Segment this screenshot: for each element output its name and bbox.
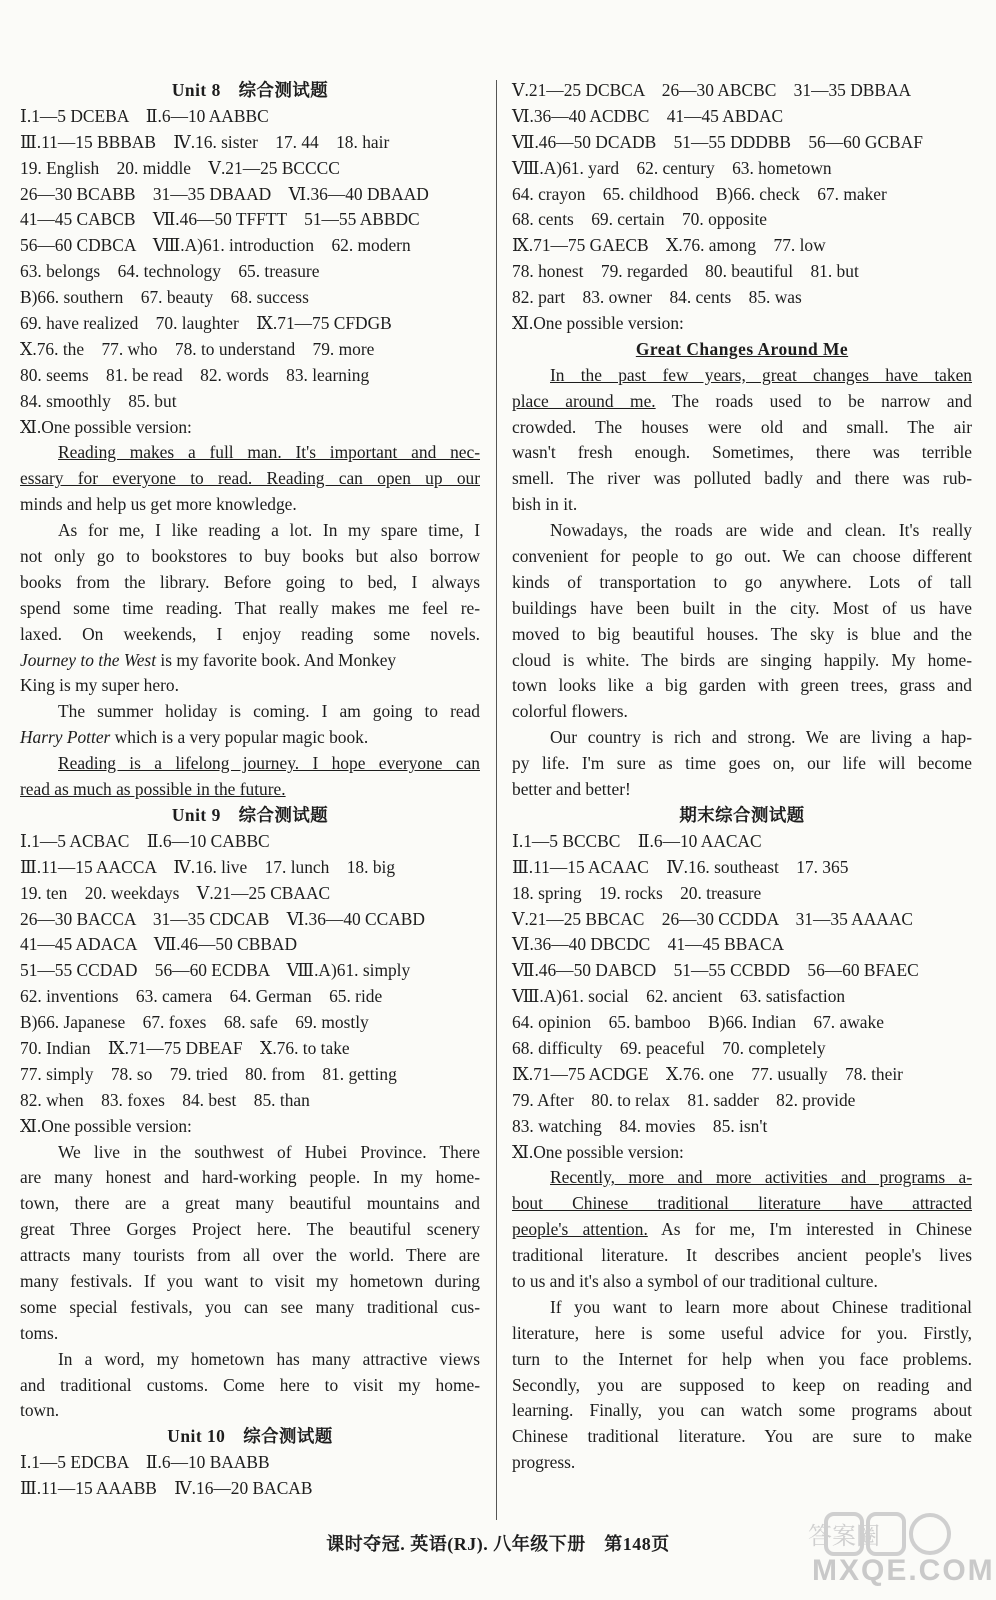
answer-line: 51—55 CCDAD 56—60 ECDBA Ⅷ.A)61. simply	[20, 960, 411, 981]
essay-line: laxed. On weekends, I enjoy reading some novels.	[20, 623, 480, 644]
answer-line: 41—45 CABCB Ⅶ.46—50 TFFTT 51—55 ABBDC	[20, 209, 420, 230]
answer-line: B)66. Japanese 67. foxes 68. safe 69. mostly	[20, 1012, 369, 1033]
answer-line: Ⅶ.46—50 DCADB 51—55 DDDBB 56—60 GCBAF	[512, 131, 923, 152]
essay-line: traditional literature. It describes ancient people's lives	[512, 1245, 972, 1266]
answer-line: Ⅺ.One possible version:	[20, 1115, 192, 1136]
answer-line: 62. inventions 63. camera 64. German 65. ride	[20, 986, 383, 1007]
answer-line: Ⅴ.21—25 DCBCA 26—30 ABCBC 31—35 DBBAA	[512, 80, 912, 100]
answer-line: 68. cents 69. certain 70. opposite	[512, 209, 768, 230]
unit8-title: Unit 8 综合测试题	[171, 80, 329, 100]
essay-line: Recently, more and more activities and programs a-	[550, 1167, 972, 1188]
underlined-text: essary for everyone to read. Reading can open up our	[20, 468, 480, 489]
essay-line: great Three Gorges Project here. The beautiful scenery	[20, 1219, 480, 1240]
answer-line: 82. part 83. owner 84. cents 85. was	[512, 287, 802, 308]
essay-line: buildings have been built in the city. Most of us have	[512, 597, 972, 618]
answer-line: B)66. southern 67. beauty 68. success	[20, 287, 309, 308]
answer-line: Ⅰ.1—5 BCCBC Ⅱ.6—10 AACAC	[512, 830, 762, 851]
essay-line: bish in it.	[512, 494, 578, 515]
answer-line: 18. spring 19. rocks 20. treasure	[512, 882, 762, 903]
essay-line: crowded. The houses were old and small. The air	[512, 416, 972, 437]
watermark	[808, 1508, 995, 1588]
answer-line: Ⅴ.21—25 BBCAC 26—30 CCDDA 31—35 AAAAC	[512, 908, 913, 929]
answer-line: Ⅸ.71—75 ACDGE Ⅹ.76. one 77. usually 78. their	[512, 1063, 903, 1084]
answer-line: Ⅲ.11—15 AACCA Ⅳ.16. live 17. lunch 18. big	[20, 856, 396, 877]
essay-line: minds and help us get more knowledge.	[20, 494, 297, 515]
essay-line: cloud is white. The birds are singing happily. My home-	[512, 649, 972, 670]
essay-text: which is a very popular magic book.	[110, 727, 369, 748]
answer-line: 63. belongs 64. technology 65. treasure	[20, 261, 320, 282]
answer-line: Ⅸ.71—75 GAECB Ⅹ.76. among 77. low	[512, 235, 826, 256]
essay-line: If you want to learn more about Chinese traditional	[550, 1296, 972, 1317]
essay-line: Chinese traditional literature. You are sure to make	[512, 1426, 972, 1447]
essay-line: attracts many tourists from all over the world. There are	[20, 1245, 480, 1266]
essay-line: In a word, my hometown has many attractive views	[58, 1348, 480, 1369]
unit10-title: Unit 10 综合测试题	[167, 1426, 333, 1447]
essay-line	[20, 725, 480, 751]
essay-line: Secondly, you are supposed to keep on reading and	[512, 1374, 972, 1395]
answer-line: 79. After 80. to relax 81. sadder 82. provide	[512, 1089, 856, 1110]
page-footer: 课时夺冠. 英语(RJ). 八年级下册 第148页	[326, 1534, 670, 1554]
answer-line: 64. opinion 65. bamboo B)66. Indian 67. awake	[512, 1012, 884, 1033]
essay-text: is my favorite book. And Monkey	[156, 649, 397, 670]
answer-line: 68. difficulty 69. peaceful 70. completely	[512, 1037, 826, 1058]
essay-line: literature, here is some useful advice for you. Firstly,	[512, 1322, 972, 1343]
answer-line: Ⅲ.11—15 ACAAC Ⅳ.16. southeast 17. 365	[512, 856, 849, 877]
answer-line: 19. ten 20. weekdays Ⅴ.21—25 CBAAC	[20, 882, 331, 903]
essay-line: progress.	[512, 1452, 576, 1473]
answer-line: 80. seems 81. be read 82. words 83. learning	[20, 364, 370, 385]
answer-line: Ⅰ.1—5 EDCBA Ⅱ.6—10 BAABB	[20, 1452, 270, 1473]
essay-line: learning. Finally, you can watch some programs about	[512, 1400, 972, 1421]
answer-line: Ⅹ.76. the 77. who 78. to understand 79. more	[20, 338, 375, 359]
answer-line: 77. simply 78. so 79. tried 80. from 81. getting	[20, 1063, 397, 1084]
final-test-title: 期末综合测试题	[679, 804, 805, 825]
essay-line	[20, 777, 480, 803]
essay-line: books from the library. Before going to bed, I always	[20, 571, 480, 592]
essay-line: and traditional customs. Come here to visit my home-	[20, 1374, 480, 1395]
essay-line: smell. The river was polluted badly and there was rub-	[512, 468, 972, 489]
answer-line: Ⅵ.36—40 DBCDC 41—45 BBACA	[512, 934, 785, 955]
answer-line: 78. honest 79. regarded 80. beautiful 81. but	[512, 261, 859, 282]
answer-line: Ⅷ.A)61. social 62. ancient 63. satisfaction	[512, 986, 846, 1007]
column-divider	[496, 80, 497, 1520]
left-column	[20, 78, 480, 1502]
answer-line: Ⅲ.11—15 AAABB Ⅳ.16—20 BACAB	[20, 1478, 313, 1499]
essay-line: many festivals. If you want to visit my hometown during	[20, 1270, 480, 1291]
book-title: Harry Potter	[20, 727, 111, 748]
essay-line: py life. I'm sure as time goes on, our life will become	[512, 753, 972, 774]
essay-line: town.	[20, 1400, 60, 1421]
answer-line: Ⅲ.11—15 BBBAB Ⅳ.16. sister 17. 44 18. hair	[20, 131, 390, 152]
essay-line: Reading makes a full man. It's important and nec-	[58, 442, 480, 463]
answer-page	[20, 78, 978, 1518]
answer-line: 83. watching 84. movies 85. isn't	[512, 1115, 768, 1136]
answer-line: Ⅵ.36—40 ACDBC 41—45 ABDAC	[512, 105, 784, 126]
essay-line: Reading is a lifelong journey. I hope everyone can	[58, 753, 480, 774]
answer-line: 19. English 20. middle Ⅴ.21—25 BCCCC	[20, 157, 340, 178]
essay-text: The roads used to be narrow and	[655, 390, 972, 411]
essay-line: moved to big beautiful houses. The sky is blue and the	[512, 623, 972, 644]
essay-line: are many honest and hard-working people. In my home-	[20, 1167, 480, 1188]
essay-line: kinds of transportation to go anywhere. Lots of tall	[512, 571, 972, 592]
essay-line: We live in the southwest of Hubei Province. There	[58, 1141, 480, 1162]
essay-line	[512, 389, 972, 415]
essay-line	[20, 648, 480, 674]
essay-line: spend some time reading. That really makes me feel re-	[20, 597, 480, 618]
essay-line: town looks like a big garden with green trees, grass and	[512, 675, 972, 696]
watermark-char: 答案圈	[808, 1522, 880, 1550]
essay-line: The summer holiday is coming. I am going to read	[58, 701, 480, 722]
answer-line: Ⅺ.One possible version:	[512, 313, 684, 334]
essay-line: not only go to bookstores to buy books but also borrow	[20, 546, 480, 567]
unit9-title: Unit 9 综合测试题	[171, 804, 329, 825]
essay-line	[20, 466, 480, 492]
answer-line: 69. have realized 70. laughter Ⅸ.71—75 CFDGB	[20, 313, 392, 334]
answer-line: 84. smoothly 85. but	[20, 390, 177, 411]
underlined-text: place around me.	[512, 390, 656, 411]
answer-line: 56—60 CDBCA Ⅷ.A)61. introduction 62. modern	[20, 235, 411, 256]
essay-line	[512, 1217, 972, 1243]
essay-line: to us and it's also a symbol of our traditional culture.	[512, 1270, 878, 1291]
watermark-url: MXQE.COM	[812, 1554, 995, 1587]
answer-line: Ⅷ.A)61. yard 62. century 63. hometown	[512, 157, 832, 178]
essay-line: wasn't fresh enough. Sometimes, there was terrible	[512, 442, 972, 463]
answer-line: Ⅰ.1—5 DCEBA Ⅱ.6—10 AABBC	[20, 105, 269, 126]
essay-line: As for me, I like reading a lot. In my spare time, I	[58, 520, 480, 541]
essay-line: Our country is rich and strong. We are living a hap-	[550, 727, 972, 748]
essay-text: As for me, I'm interested in Chinese	[647, 1219, 972, 1240]
essay-line: King is my super hero.	[20, 675, 179, 696]
answer-line: Ⅶ.46—50 DABCD 51—55 CCBDD 56—60 BFAEC	[512, 960, 919, 981]
essay-line: better and better!	[512, 779, 631, 800]
essay-line: colorful flowers.	[512, 701, 628, 722]
essay-line: bout Chinese traditional literature have attracted	[512, 1193, 972, 1214]
answer-line: 26—30 BCABB 31—35 DBAAD Ⅵ.36—40 DBAAD	[20, 183, 429, 204]
answer-line: Ⅰ.1—5 ACBAC Ⅱ.6—10 CABBC	[20, 830, 270, 851]
essay-line: convenient for people to go out. We can choose different	[512, 546, 972, 567]
answer-line: 26—30 BACCA 31—35 CDCAB Ⅵ.36—40 CCABD	[20, 908, 425, 929]
answer-line: 82. when 83. foxes 84. best 85. than	[20, 1089, 310, 1110]
essay-line: town, there are a great many beautiful mountains and	[20, 1193, 480, 1214]
answer-line: 41—45 ADACA Ⅶ.46—50 CBBAD	[20, 934, 298, 955]
answer-line: 70. Indian Ⅸ.71—75 DBEAF Ⅹ.76. to take	[20, 1037, 350, 1058]
essay-line: some special festivals, you can see many traditional cus-	[20, 1296, 480, 1317]
answer-line: 64. crayon 65. childhood B)66. check 67. maker	[512, 183, 887, 204]
answer-line: Ⅺ.One possible version:	[20, 416, 192, 437]
right-column	[512, 78, 972, 1476]
essay-line: In the past few years, great changes have taken	[550, 364, 972, 385]
underlined-text: read as much as possible in the future.	[20, 779, 286, 800]
essay-line: toms.	[20, 1322, 59, 1343]
underlined-text: people's attention.	[512, 1219, 648, 1240]
essay-title: Great Changes Around Me	[635, 338, 849, 359]
essay-line: turn to the Internet for help when you face problems.	[512, 1348, 972, 1369]
answer-line: Ⅺ.One possible version:	[512, 1141, 684, 1162]
book-title: Journey to the West	[20, 649, 157, 670]
essay-line: Nowadays, the roads are wide and clean. It's really	[550, 520, 972, 541]
